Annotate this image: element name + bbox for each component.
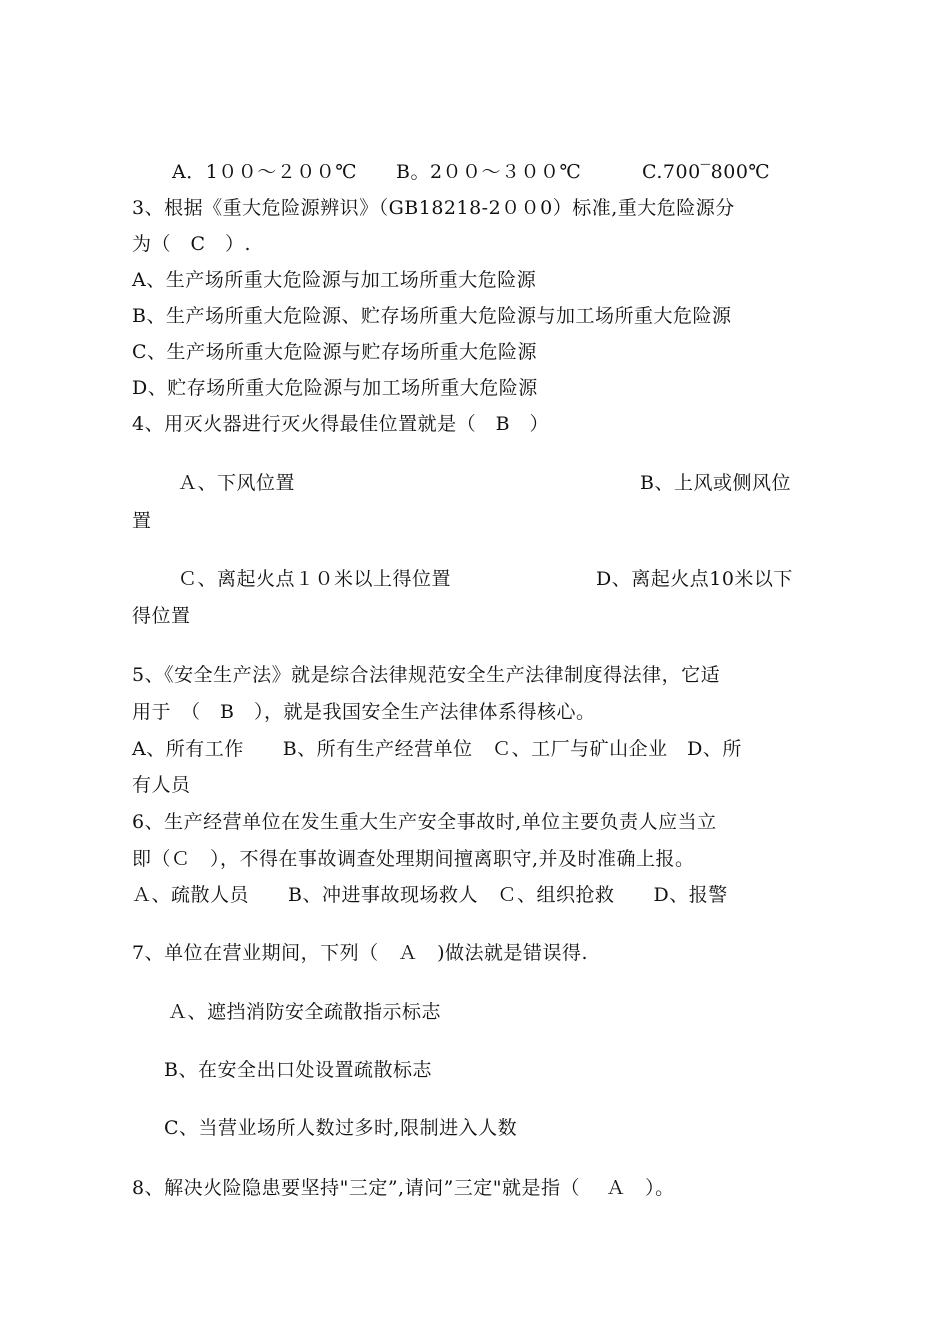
q3-option-d: D、贮存场所重大危险源与加工场所重大危险源 bbox=[132, 377, 538, 399]
q7-stem: 7、单位在营业期间，下列（ Ａ )做法就是错误得. bbox=[132, 942, 589, 964]
q7-option-a: Ａ、遮挡消防安全疏散指示标志 bbox=[168, 1001, 442, 1023]
q4-option-d: D、离起火点10米以下 bbox=[596, 568, 793, 590]
q5-stem-line2: 用于 （ B ），就是我国安全生产法律体系得核心。 bbox=[132, 701, 596, 723]
q4-option-b-wrap: 置 bbox=[132, 510, 152, 532]
q5-options-line2: 有人员 bbox=[132, 774, 191, 796]
q3-stem-line2: 为（ C ）. bbox=[132, 233, 252, 255]
q3-option-c: C、生产场所重大危险源与贮存场所重大危险源 bbox=[132, 341, 538, 363]
q2-option-c: C.700‾800℃ bbox=[642, 161, 771, 183]
q4-option-a: Ａ、下风位置 bbox=[178, 472, 296, 494]
q4-stem: 4、用灭火器进行灭火得最佳位置就是（ B ） bbox=[132, 413, 550, 435]
q3-option-a: A、生产场所重大危险源与加工场所重大危险源 bbox=[132, 269, 537, 291]
q3-option-b: B、生产场所重大危险源、贮存场所重大危险源与加工场所重大危险源 bbox=[132, 305, 732, 327]
q5-stem-line1: 5、《安全生产法》就是综合法律规范安全生产法律制度得法律，它适 bbox=[132, 664, 721, 686]
q6-stem-line2: 即（Ｃ ），不得在事故调查处理期间擅离职守,并及时准确上报。 bbox=[132, 848, 695, 870]
q2-option-b: B。2００～３００℃ bbox=[396, 161, 582, 183]
q4-option-c: Ｃ、离起火点１０米以上得位置 bbox=[178, 568, 452, 590]
q3-stem-line1: 3、根据《重大危险源辨识》（GB18218-2００0）标准,重大危险源分 bbox=[132, 197, 735, 219]
q8-stem: 8、解决火险隐患要坚持"三定”,请问”三定"就是指（ Ａ ）。 bbox=[132, 1177, 675, 1199]
q7-option-c: C、当营业场所人数过多时,限制进入人数 bbox=[164, 1117, 518, 1139]
q6-options: Ａ、疏散人员 B、冲进事故现场救人 Ｃ、组织抢救 D、报警 bbox=[132, 884, 728, 906]
q5-options-line1: A、所有工作 B、所有生产经营单位 Ｃ、工厂与矿山企业 D、所 bbox=[132, 738, 742, 760]
q2-option-a: A．1００～２００℃ bbox=[172, 161, 358, 183]
q6-stem-line1: 6、生产经营单位在发生重大生产安全事故时,单位主要负责人应当立 bbox=[132, 811, 717, 833]
q4-option-d-wrap: 得位置 bbox=[132, 605, 191, 627]
q7-option-b: B、在安全出口处设置疏散标志 bbox=[164, 1059, 432, 1081]
q4-option-b: B、上风或侧风位 bbox=[640, 472, 791, 494]
